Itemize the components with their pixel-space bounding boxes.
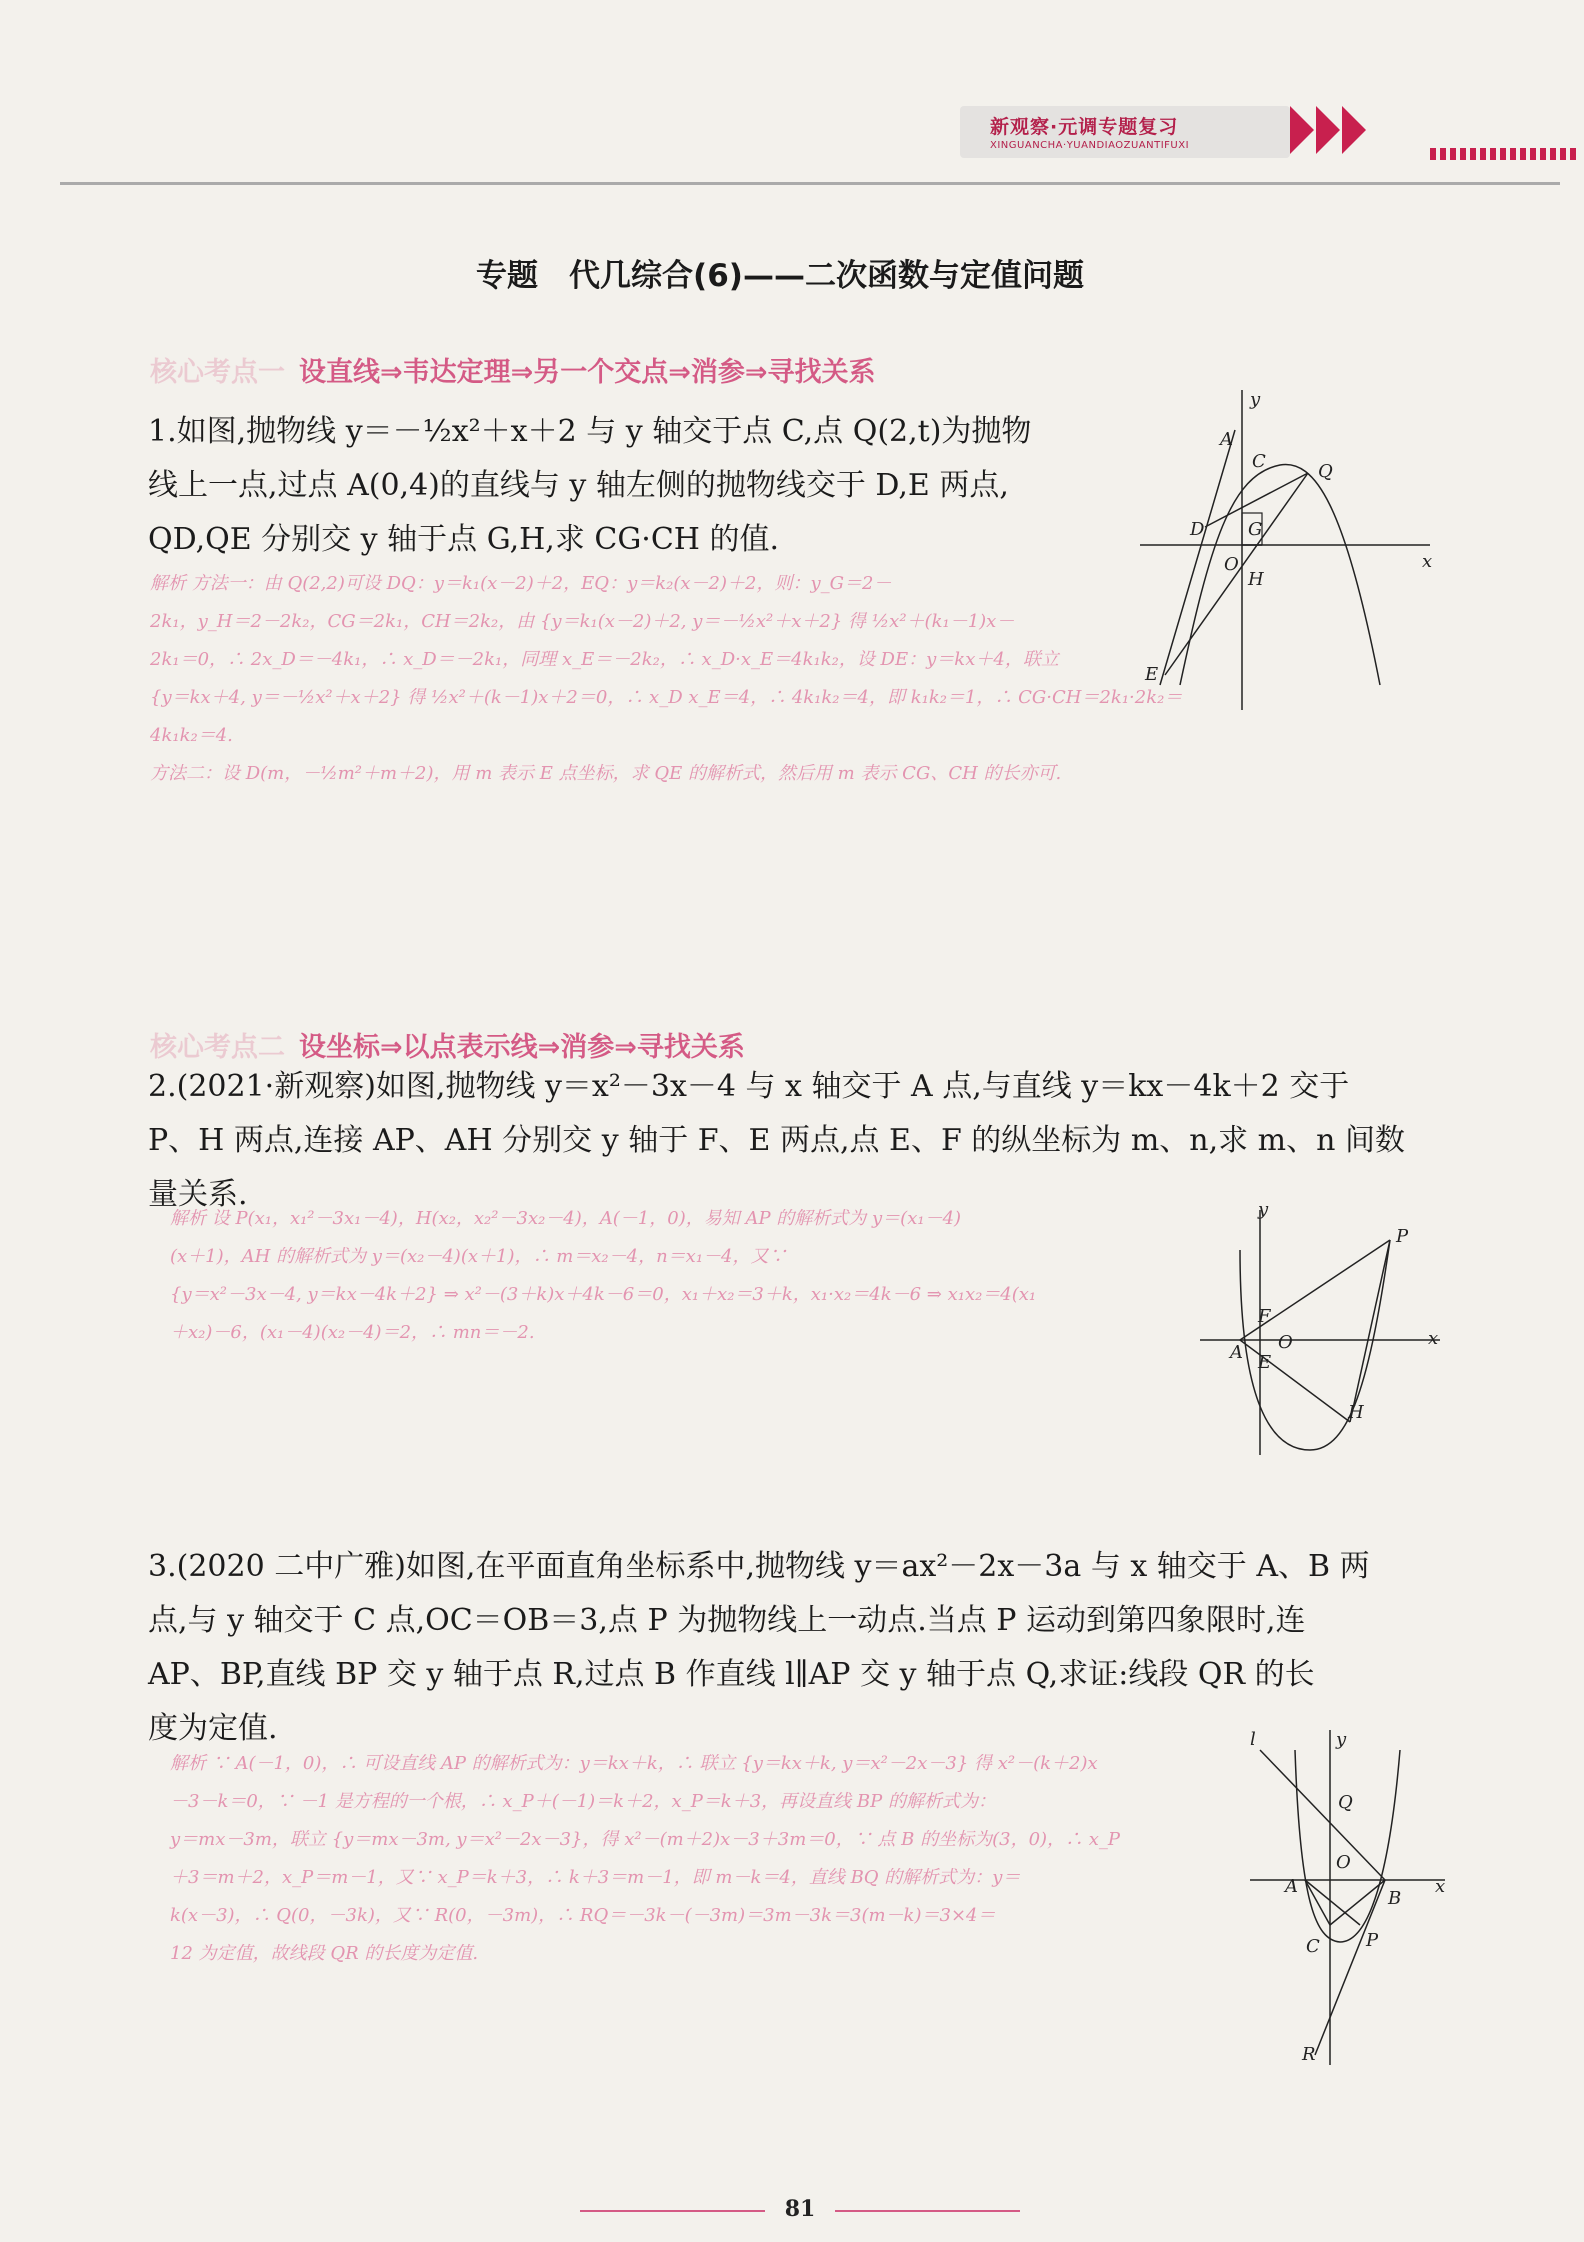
section-1-label: [150, 350, 876, 389]
header-banner: [960, 100, 1300, 166]
solution-line: y＝mx－3m，联立 {y＝mx－3m, y＝x²－2x－3}，得 x²－(m＋2)x－3＋3m＝0，∵ 点 B 的坐标为(3，0)，∴ x_P: [170, 1829, 1121, 1850]
figure-3-label: P: [1366, 1930, 1379, 1951]
figure-1-label: H: [1248, 569, 1264, 590]
page-footer: [580, 2196, 1020, 2226]
figure-2-label: P: [1396, 1226, 1409, 1247]
figure-3-label: B: [1388, 1888, 1402, 1909]
solution-line: 4k₁k₂＝4.: [150, 725, 233, 746]
figure-1: [1140, 385, 1440, 719]
problem-2: [148, 1060, 1448, 1222]
problem-2-line: P、H 两点,连接 AP、AH 分别交 y 轴于 F、E 两点,点 E、F 的纵坐标为 m、n,求 m、n 间数: [148, 1123, 1405, 1158]
figure-3-line-l: [1260, 1750, 1385, 1880]
problem-2-solution: [170, 1200, 1210, 1352]
problem-3-line: 度为定值.: [148, 1711, 278, 1746]
figure-2-svg: [1200, 1200, 1450, 1460]
problem-1: [148, 405, 1128, 567]
figure-3-label: x: [1435, 1876, 1446, 1897]
header-stripes: [1430, 148, 1580, 160]
footer-line-right: [835, 2210, 1020, 2212]
figure-1-svg: [1140, 385, 1440, 715]
problem-1-line: QD,QE 分别交 y 轴于点 G,H,求 CG·CH 的值.: [148, 522, 780, 557]
solution-line: 解析 ∵ A(－1，0)，∴ 可设直线 AP 的解析式为：y＝kx＋k，∴ 联立 {y＝kx＋k, y＝x²－2x－3} 得 x²－(k＋2)x: [170, 1753, 1098, 1774]
solution-line: ＋x₂)－6，(x₁－4)(x₂－4)＝2，∴ mn＝－2.: [170, 1322, 535, 1343]
figure-2-label: x: [1428, 1328, 1439, 1349]
figure-3-line-AC: [1305, 1880, 1330, 1925]
figure-3-label: y: [1336, 1729, 1347, 1750]
figure-3-label: O: [1336, 1852, 1351, 1873]
solution-line: 12 为定值，故线段 QR 的长度为定值.: [170, 1943, 479, 1964]
figure-2-label: F: [1258, 1306, 1271, 1327]
problem-3-line: 点,与 y 轴交于 C 点,OC＝OB＝3,点 P 为抛物线上一动点.当点 P 运动到第四象限时,连: [148, 1603, 1306, 1638]
footer-line-left: [580, 2210, 765, 2212]
solution-line: ＋3＝m＋2，x_P＝m－1，又∵ x_P＝k＋3，∴ k＋3＝m－1，即 m－k＝4，直线 BQ 的解析式为：y＝: [170, 1867, 1021, 1888]
figure-2-line-PH: [1350, 1240, 1390, 1422]
problem-2-line: 2.(2021·新观察)如图,抛物线 y＝x²－3x－4 与 x 轴交于 A 点,与直线 y＝kx－4k＋2 交于: [148, 1069, 1350, 1104]
solution-line: 解析 设 P(x₁，x₁²－3x₁－4)，H(x₂，x₂²－3x₂－4)，A(－1，0)，易知 AP 的解析式为 y＝(x₁－4): [170, 1208, 962, 1229]
solution-line: 2k₁＝0，∴ 2x_D＝－4k₁，∴ x_D＝－2k₁，同理 x_E＝－2k₂，∴ x_D·x_E＝4k₁k₂，设 DE：y＝kx＋4，联立: [150, 649, 1059, 670]
problem-2-line: 量关系.: [148, 1177, 248, 1212]
figure-3-label: Q: [1338, 1792, 1353, 1813]
header-chevrons-icon: [1290, 106, 1368, 158]
figure-3-line-AP: [1305, 1880, 1360, 1925]
problem-3-solution: [170, 1745, 1230, 1973]
figure-3-label: l: [1250, 1729, 1256, 1750]
page-number: 81: [784, 2196, 816, 2222]
section-2-prefix: 核心考点二: [150, 1032, 285, 1063]
figure-1-label: D: [1190, 519, 1205, 540]
section-2-label: [150, 1025, 745, 1064]
solution-line: 解析 方法一：由 Q(2,2)可设 DQ：y＝k₁(x－2)＋2，EQ：y＝k₂(x－2)＋2，则：y_G＝2－: [150, 573, 892, 594]
figure-2-label: O: [1278, 1332, 1293, 1353]
solution-line: {y＝kx＋4, y＝－½x²＋x＋2} 得 ½x²＋(k－1)x＋2＝0，∴ x_D x_E＝4，∴ 4k₁k₂＝4，即 k₁k₂＝1，∴ CG·CH＝2k₁·2k₂＝: [150, 687, 1183, 708]
figure-2-label: y: [1258, 1200, 1269, 1220]
figure-3-label: C: [1306, 1936, 1320, 1957]
section-1-prefix: 核心考点一: [150, 357, 285, 388]
solution-line: －3－k＝0，∵ －1 是方程的一个根，∴ x_P＋(－1)＝k＋2，x_P＝k＋3，再设直线 BP 的解析式为：: [170, 1791, 996, 1812]
figure-1-label: A: [1220, 429, 1233, 450]
figure-3: [1230, 1720, 1460, 2074]
figure-3-parabola: [1295, 1750, 1400, 1942]
solution-line: (x＋1)，AH 的解析式为 y＝(x₂－4)(x＋1)，∴ m＝x₂－4，n＝x₁－4，又∵: [170, 1246, 787, 1267]
figure-1-label: Q: [1318, 461, 1333, 482]
figure-2: [1200, 1200, 1450, 1464]
solution-line: {y＝x²－3x－4, y＝kx－4k＋2} ⇒ x²－(3＋k)x＋4k－6＝0，x₁＋x₂＝3＋k，x₁·x₂＝4k－6 ⇒ x₁x₂＝4(x₁: [170, 1284, 1037, 1305]
problem-1-line: 1.如图,抛物线 y＝－½x²＋x＋2 与 y 轴交于点 C,点 Q(2,t)为抛物: [148, 414, 1032, 449]
page-title: 专题 代几综合(6)——二次函数与定值问题: [476, 258, 1084, 294]
header-subtitle: XINGUANCHA·YUANDIAOZUANTIFUXI: [990, 140, 1190, 151]
header-title: 新观察·元调专题复习: [990, 116, 1179, 138]
figure-3-label: A: [1285, 1876, 1298, 1897]
figure-1-label: C: [1252, 451, 1266, 472]
solution-line: 方法二：设 D(m，－½m²＋m＋2)，用 m 表示 E 点坐标，求 QE 的解析式，然后用 m 表示 CG、CH 的长亦可.: [150, 763, 1062, 784]
figure-1-label: G: [1248, 519, 1263, 540]
figure-2-label: A: [1230, 1342, 1243, 1363]
figure-3-svg: [1230, 1720, 1460, 2070]
figure-3-label: R: [1302, 2044, 1316, 2065]
problem-3-line: AP、BP,直线 BP 交 y 轴于点 R,过点 B 作直线 l∥AP 交 y 轴于点 Q,求证:线段 QR 的长: [148, 1657, 1315, 1692]
section-1-text: 设直线⇒韦达定理⇒另一个交点⇒消参⇒寻找关系: [299, 357, 876, 388]
header-divider: [60, 182, 1560, 185]
figure-1-label: x: [1422, 551, 1433, 572]
figure-2-label: H: [1348, 1402, 1364, 1423]
figure-3-line-BR: [1315, 1880, 1385, 2055]
section-2-text: 设坐标⇒以点表示线⇒消参⇒寻找关系: [299, 1032, 745, 1063]
figure-2-label: E: [1258, 1352, 1272, 1373]
problem-3-line: 3.(2020 二中广雅)如图,在平面直角坐标系中,抛物线 y＝ax²－2x－3a 与 x 轴交于 A、B 两: [148, 1549, 1370, 1584]
problem-1-line: 线上一点,过点 A(0,4)的直线与 y 轴左侧的抛物线交于 D,E 两点,: [148, 468, 1009, 503]
figure-1-parabola: [1180, 464, 1380, 685]
figure-2-line-AH: [1240, 1340, 1350, 1422]
figure-1-label: E: [1145, 664, 1159, 685]
solution-line: k(x－3)，∴ Q(0，－3k)，又∵ R(0，－3m)，∴ RQ＝－3k－(－3m)＝3m－3k＝3(m－k)＝3×4＝: [170, 1905, 996, 1926]
figure-1-label: y: [1250, 389, 1261, 410]
figure-1-label: O: [1224, 554, 1239, 575]
solution-line: 2k₁，y_H＝2－2k₂，CG＝2k₁，CH＝2k₂，由 {y＝k₁(x－2)＋2, y＝－½x²＋x＋2} 得 ½x²＋(k₁－1)x－: [150, 611, 1015, 632]
